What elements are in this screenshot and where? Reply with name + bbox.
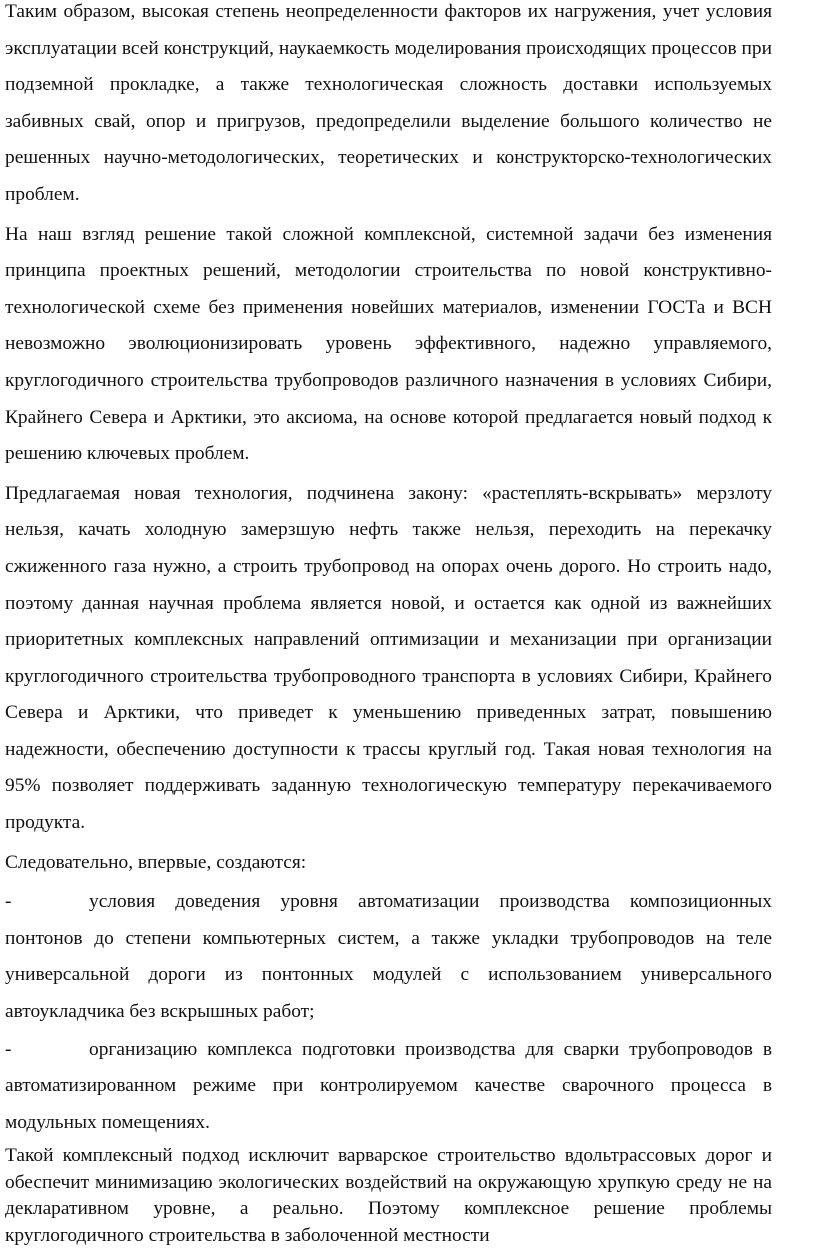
list-item-automation — [5, 884, 772, 1030]
list-item-welding — [5, 1032, 772, 1142]
list-dash-marker: - — [5, 1038, 12, 1060]
paragraph-uncertainty: Таким образом, высокая степень неопределенности факторов их нагружения, учет условия эксплуатации всей конструкций, наукаемкость моделирования происходящих процессов при подземной прокладке, а также технологическая сложность доставки используемых забивных свай, опор и пригрузов, предопределили выделение большого количество не решенных научно-методологических, теоретических и конструкторско-технологических проблем. — [5, 1, 772, 205]
document-page — [5, 0, 772, 1249]
paragraph-approach: На наш взгляд решение такой сложной комплексной, системной задачи без изменения принципа проектных решений, методологии строительства по новой конструктивно-технологической схеме без применения новейших материалов, изменении ГОСТа и ВСН невозможно эволюционизировать уровень эффективного, надежно управляемого, круглогодичного строительства трубопроводов различного назначения в условиях Сибири, Крайнего Севера и Арктики, это аксиома, на основе которой предлагается новый подход к решению ключевых проблем. — [5, 223, 772, 465]
paragraph-conclusion: Такой комплексный подход исключит варварское строительство вдольтрассовых дорог и обеспечит минимизацию экологических воздействий на окружающую хрупкую среду не на декларативном уровне, а реально. Поэтому комплексное решение проблемы круглогодичного строительства в заболоченной местности — [5, 1145, 772, 1246]
paragraph-new-technology: Предлагаемая новая технология, подчинена закону: «растеплять-вскрывать» мерзлоту нельзя, качать холодную замерзшую нефть также нельзя, переходить на перекачку сжиженного газа нужно, а строить трубопровод на опорах очень дорого. Но строить надо, поэтому данная научная проблема является новой, и остается как одной из важнейших приоритетных комплексных направлений оптимизации и механизации при организации круглогодичного строительства трубопроводного транспорта в условиях Сибири, Крайнего Севера и Арктики, что приведет к уменьшению приведенных затрат, повышению надежности, обеспечению доступности к трассы круглый год. Такая новая технология на 95% позволяет поддерживать заданную технологическую температуру перекачиваемого продукта. — [5, 482, 772, 834]
list-dash-marker: - — [5, 891, 12, 913]
list-item-automation-text: условия доведения уровня автоматизации производства композиционных понтонов до степени компьютерных систем, а также укладки трубопроводов на теле универсальной дороги из понтонных модулей с использованием универсального автоукладчика без вскрышных работ; — [5, 891, 772, 1023]
paragraph-list-intro: Следовательно, впервые, создаются: — [5, 851, 307, 873]
list-item-welding-text: организацию комплекса подготовки производства для сварки трубопроводов в автоматизированном режиме при контролируемом качестве сварочного процесса в модульных помещениях. — [5, 1038, 772, 1133]
